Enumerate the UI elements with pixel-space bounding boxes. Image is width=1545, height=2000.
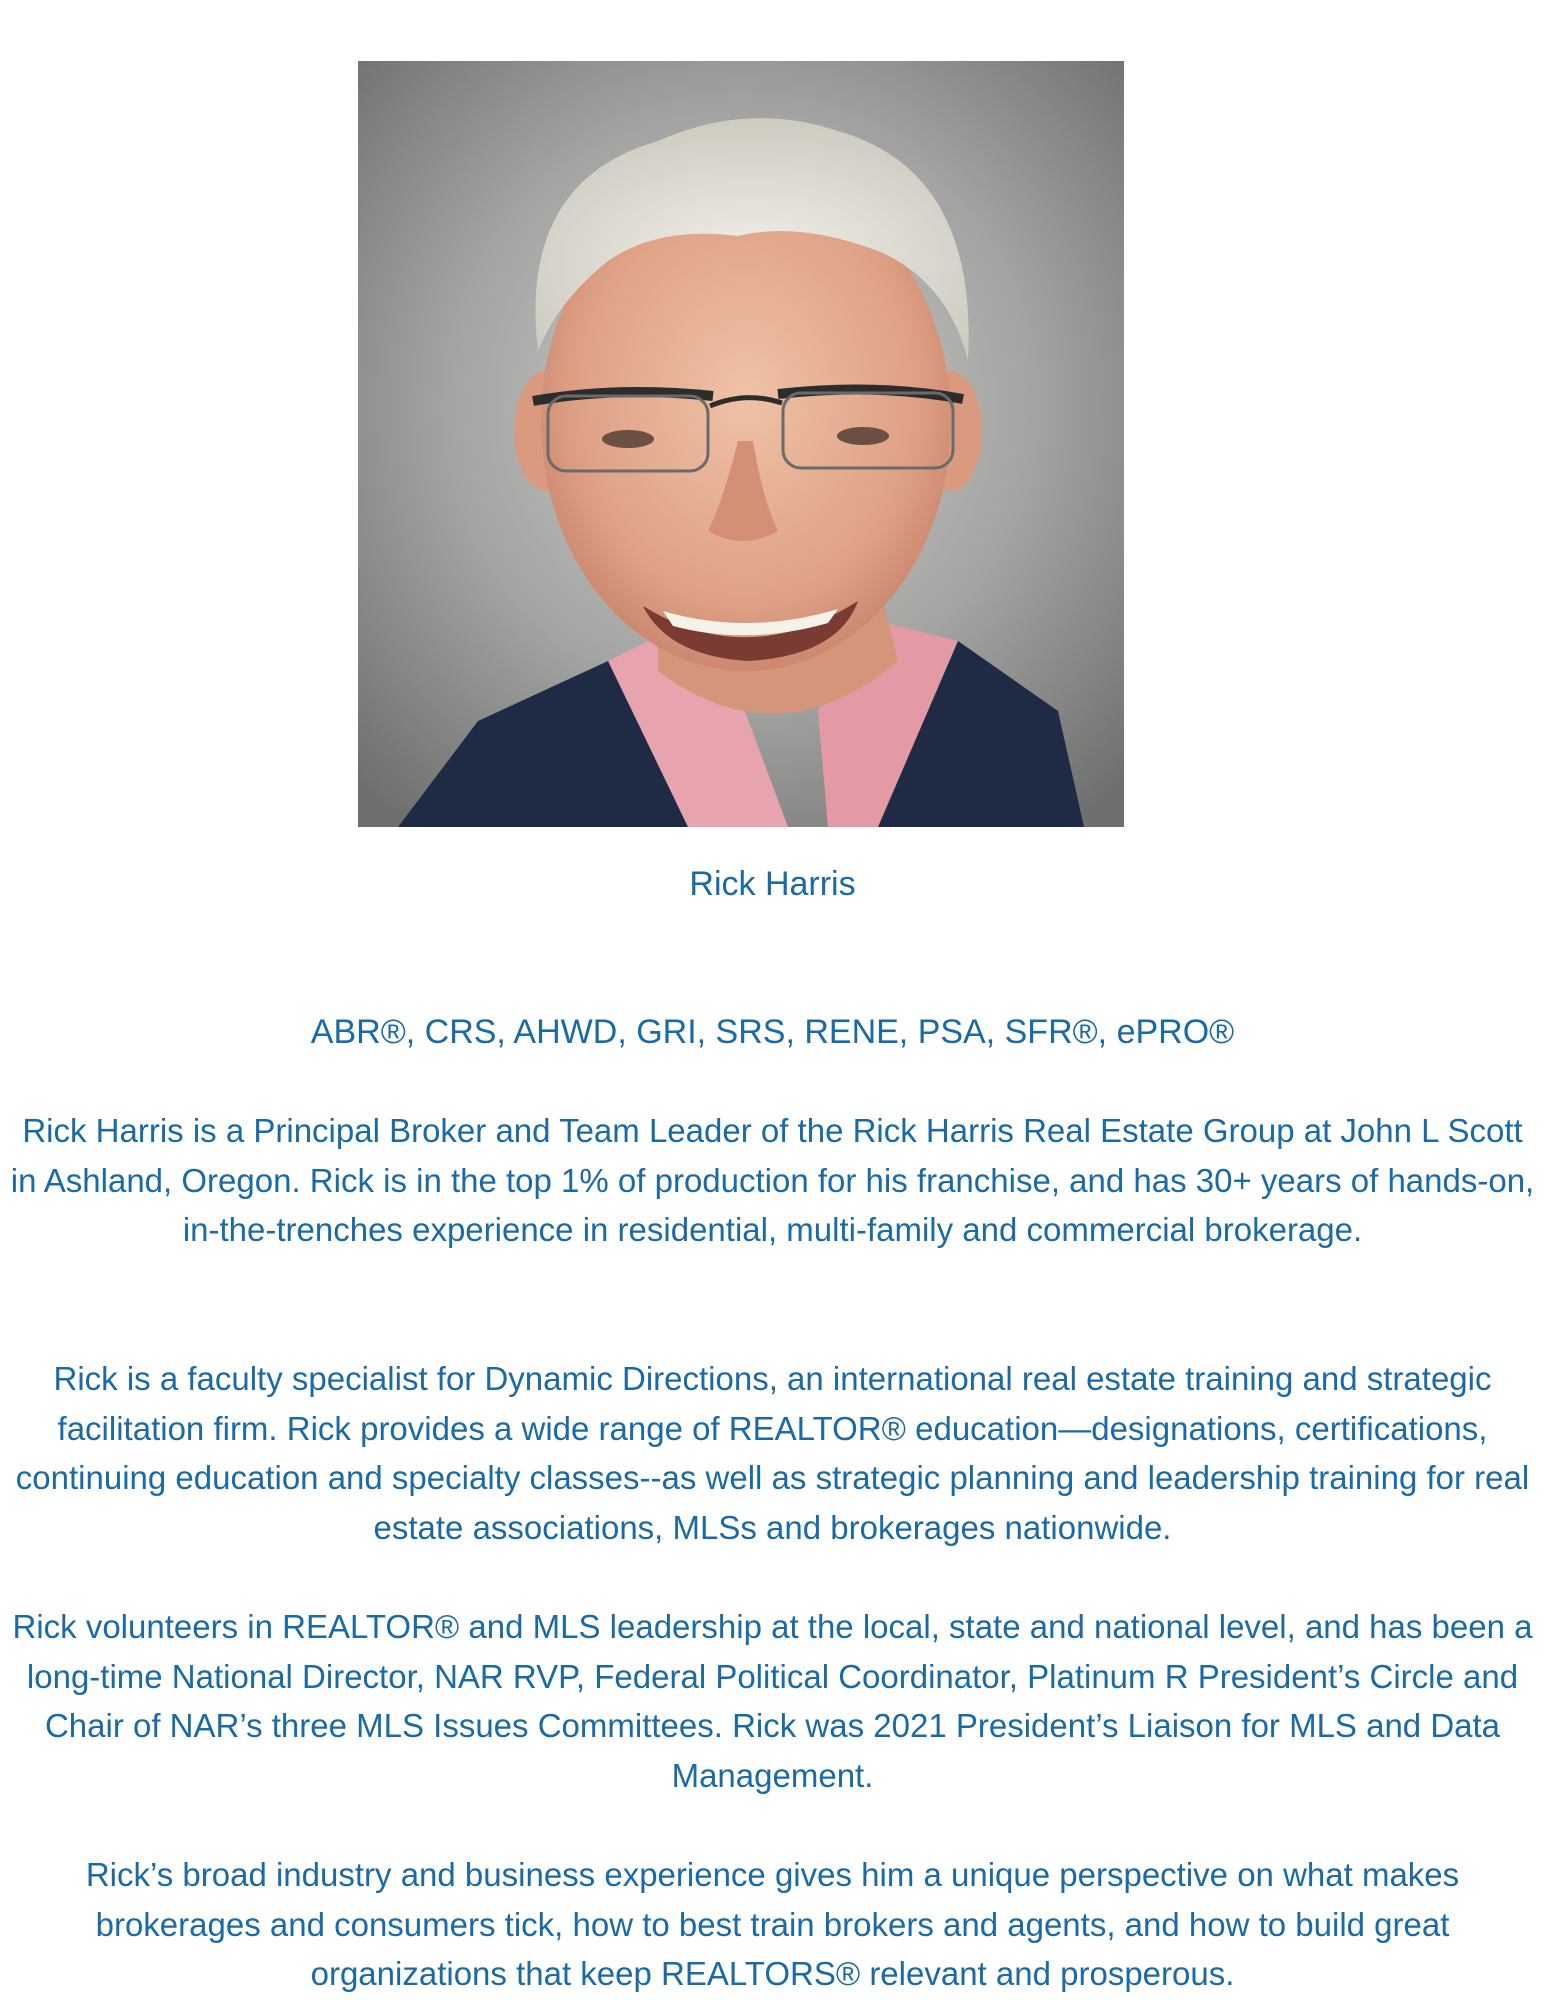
bio-paragraph: Rick Harris is a Principal Broker and Team Leader of the Rick Harris Real Estate Group at John L Scott in Ashland, Oregon. Rick is in the top 1% of production for his franchise, and has 30+ years of hands-on, in-the-trenches experience in residential, multi-family and commercial brokerage. (10, 1112, 1535, 1248)
bio-paragraph: Rick volunteers in REALTOR® and MLS leadership at the local, state and national level, and has been a long-time National Director, NAR RVP, Federal Political Coordinator, Platinum R President’s Circle and Chair of NAR’s three MLS Issues Committees. Rick was 2021 President’s Liaison for MLS and Data Management. (12, 1608, 1533, 1794)
credentials-line: ABR®, CRS, AHWD, GRI, SRS, RENE, PSA, SFR®, ePRO® (310, 1013, 1235, 1051)
portrait-image (358, 61, 1124, 827)
profile-photo (358, 61, 1124, 827)
bio-paragraph: Rick is a faculty specialist for Dynamic Directions, an international real estate training and strategic facilitation firm. Rick provides a wide range of REALTOR® education—designations, certifications, continuing education and specialty classes--as well as strategic planning and leadership training for real estate associations, MLSs and brokerages nationwide. (15, 1360, 1530, 1546)
bio-paragraph: Rick’s broad industry and business experience gives him a unique perspective on what makes brokerages and consumers tick, how to best train brokers and agents, and how to build great organizations that keep REALTORS® relevant and prosperous. (85, 1856, 1460, 1992)
person-name: Rick Harris (689, 865, 856, 903)
